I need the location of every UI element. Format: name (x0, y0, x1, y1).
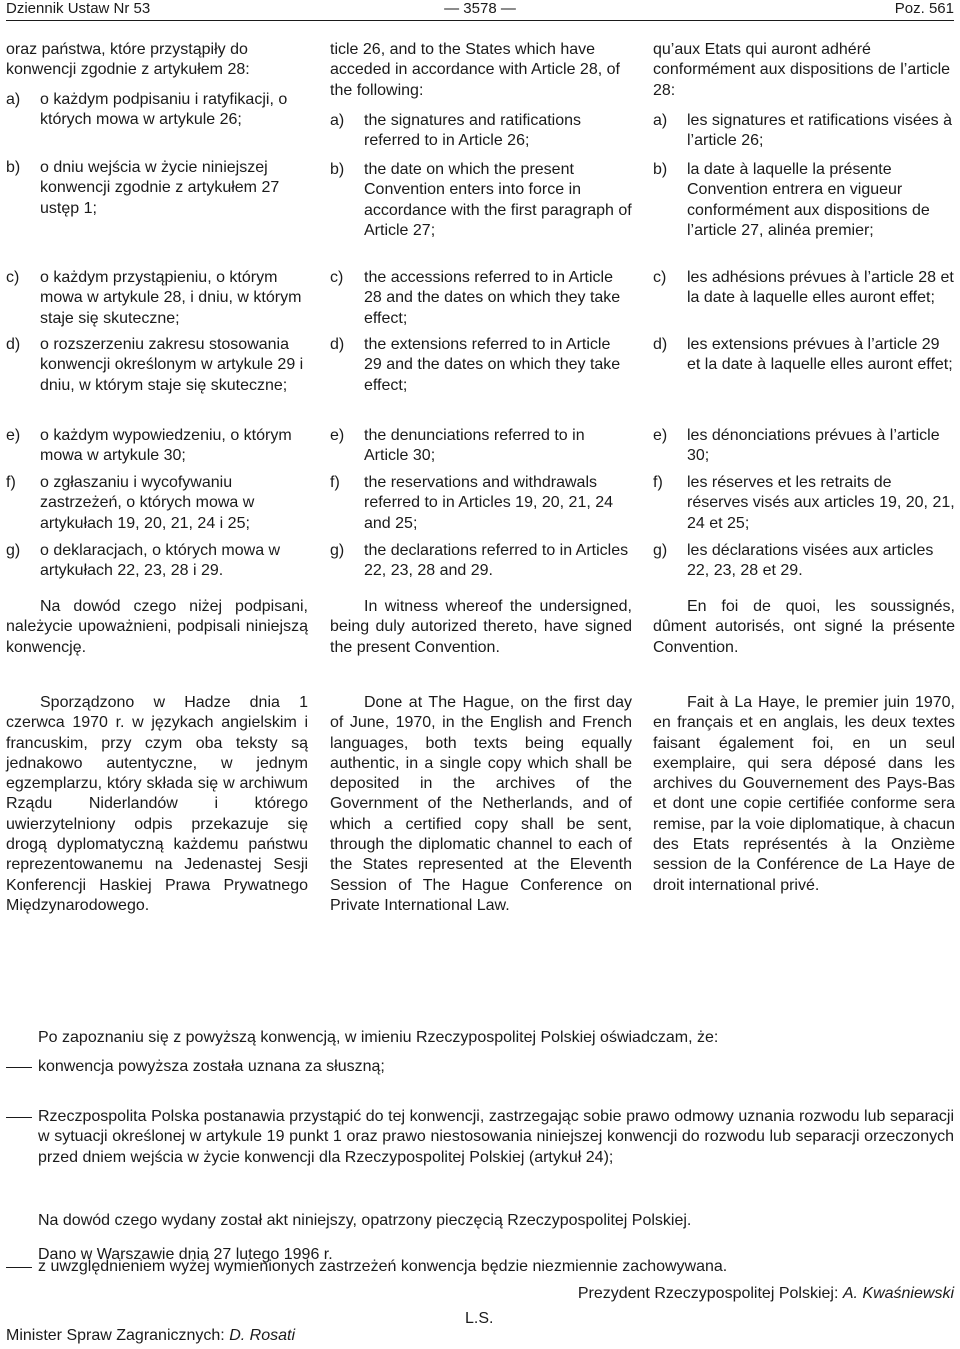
item-text: the extensions referred to in Article 29 and the dates on which they take effect; (364, 336, 621, 394)
item-label: f) (330, 474, 340, 491)
polish-item-e (6, 426, 308, 467)
polish-intro: oraz państwa, które przystąpiły do konwencji zgodnie z artykułem 28: (6, 41, 250, 79)
french-witness: En foi de quoi, les soussignés, dûment autorisés, ont signé la présente Convention. (653, 598, 955, 656)
page-number: — 3578 — (444, 0, 516, 17)
item-text: les dénonciations prévues à l’article 30; (687, 427, 940, 465)
point-text: z uwzględnieniem wyżej wymienionych zastrzeżeń konwencja będzie niezmiennie zachowywana. (38, 1258, 728, 1275)
item-text: the accessions referred to in Article 28 and the dates on which they take effect; (364, 269, 621, 327)
item-text: les signatures et ratifications visées à l’article 26; (687, 112, 953, 150)
ratification-point-1 (6, 1057, 954, 1078)
president-name: A. Kwaśniewski (842, 1285, 954, 1302)
item-text: o każdym przystąpieniu, o którym mowa w artykule 28, i dniu, w którym staje się skuteczne; (40, 269, 302, 327)
item-text: les extensions prévues à l’article 29 et la date à laquelle elles auront effet; (687, 336, 953, 374)
item-text: les réserves et les retraits de réserves visés aux articles 19, 20, 21, 24 et 25; (687, 474, 955, 532)
item-text: o każdym podpisaniu i ratyfikacji, o których mowa w artykule 26; (40, 91, 288, 129)
minister-title: Minister Spraw Zagranicznych: (6, 1327, 225, 1344)
journal-title: Dziennik Ustaw Nr 53 (6, 0, 151, 17)
polish-item-d (6, 335, 308, 396)
item-label: c) (6, 269, 20, 286)
item-label: d) (330, 336, 345, 353)
minister-name: D. Rosati (229, 1327, 295, 1344)
ratification-intro: Po zapoznaniu się z powyższą konwencją, w imieniu Rzeczypospolitej Polskiej oświadczam, że: (38, 1029, 719, 1046)
item-label: c) (330, 269, 344, 286)
polish-item-f (6, 473, 308, 534)
english-item-b (330, 160, 632, 241)
polish-done: Sporządzono w Hadze dnia 1 czerwca 1970 r. w językach angielskim i francuskim, przy czym oba teksty są jednakowo autentyczne, w jednym egzemplarzu, który składa się w archiwum Rządu Niderlandów i którego uwierzytelniony odpis przekazuje się drogą dyplomatyczną każdemu państwu reprezentowanemu na Jedenastej Sesji Konferencji Haskiej Prawa Prywatnego Międzynarodowego. (6, 694, 308, 914)
item-text: o deklaracjach, o których mowa w artykułach 22, 23, 28 i 29. (40, 542, 281, 580)
french-item-e (653, 426, 955, 467)
english-item-d (330, 335, 632, 396)
minister-signature (6, 1327, 295, 1345)
english-item-c (330, 268, 632, 329)
french-item-a (653, 111, 955, 152)
french-item-d (653, 335, 955, 376)
president-title: Prezydent Rzeczypospolitej Polskiej: (577, 1285, 839, 1302)
item-label: b) (6, 159, 21, 176)
polish-item-b (6, 158, 308, 219)
item-label: a) (330, 112, 345, 129)
item-text: les adhésions prévues à l’article 28 et la date à laquelle elles auront effet; (687, 269, 954, 307)
item-label: g) (330, 542, 345, 559)
item-label: b) (653, 161, 668, 178)
ratification-point-2 (6, 1107, 954, 1169)
seal-mark: L.S. (465, 1310, 494, 1327)
item-label: g) (6, 542, 21, 559)
item-text: the declarations referred to in Articles 22, 23, 28 and 29. (364, 542, 629, 580)
english-item-e (330, 426, 632, 467)
english-done: Done at The Hague, on the first day of June, 1970, in the English and French languages, both texts being equally authentic, in a single copy which shall be deposited in the archives of the Government of the Netherlands, and of which a certified copy shall be sent, through the diplomatic channel to each of the States represented at the Eleventh Session of The Hague Conference on Private International Law. (330, 694, 632, 914)
page-header (6, 0, 954, 18)
item-text: the denunciations referred to in Article 30; (364, 427, 585, 465)
english-item-f (330, 473, 632, 534)
item-text: the date on which the present Convention enters into force in accordance with the first paragraph of Article 27; (364, 161, 632, 239)
item-label: c) (653, 269, 667, 286)
english-witness: In witness whereof the undersigned, being duly autorized thereto, have signed the present Convention. (330, 598, 632, 656)
item-label: d) (653, 336, 668, 353)
item-text: the reservations and withdrawals referred to in Articles 19, 20, 21, 24 and 25; (364, 474, 614, 532)
item-label: g) (653, 542, 668, 559)
header-divider (6, 20, 954, 21)
item-label: e) (330, 427, 345, 444)
item-text: la date à laquelle la présente Convention entrera en vigueur conformément aux dispositions de l’article 27, alinéa premier; (687, 161, 930, 239)
french-item-g (653, 541, 955, 582)
item-text: o rozszerzeniu zakresu stosowania konwencji określonym w artykule 29 i dniu, w którym staje się skuteczne; (40, 336, 304, 394)
item-label: a) (6, 91, 21, 108)
polish-witness: Na dowód czego niżej podpisani, należycie upoważnieni, podpisali niniejszą konwencję. (6, 598, 308, 656)
polish-item-a (6, 90, 308, 131)
item-text: les déclarations visées aux articles 22, 23, 28 et 29. (687, 542, 934, 580)
position-number: Poz. 561 (894, 0, 954, 17)
item-text: o każdym wypowiedzeniu, o którym mowa w artykule 30; (40, 427, 292, 465)
point-text: konwencja powyższa została uznana za słuszną; (38, 1058, 385, 1075)
french-done: Fait à La Haye, le premier juin 1970, en français et en anglais, les deux textes faisant également foi, en un seul exemplaire, qui sera déposé dans les archives du Gouvernement des Pays-Bas et dont une copie certifiée conforme sera remise, par la voie diplomatique, à chacun des Etats représentés à la Onzième session de la Conférence de La Haye de droit international privé. (653, 694, 955, 894)
english-item-a (330, 111, 632, 152)
french-item-c (653, 268, 955, 309)
polish-item-c (6, 268, 308, 329)
item-label: f) (653, 474, 663, 491)
item-label: d) (6, 336, 21, 353)
seal-statement: Na dowód czego wydany został akt niniejszy, opatrzony pieczęcią Rzeczypospolitej Polskiej. (38, 1212, 692, 1229)
english-intro: ticle 26, and to the States which have acceded in accordance with Article 28, of the following: (330, 41, 620, 99)
ratification-section (6, 1028, 954, 1275)
item-label: b) (330, 161, 345, 178)
item-label: e) (6, 427, 21, 444)
french-intro: qu’aux Etats qui auront adhéré conformément aux dispositions de l’article 28: (653, 41, 951, 99)
polish-item-g (6, 541, 308, 582)
item-label: a) (653, 112, 668, 129)
item-label: e) (653, 427, 668, 444)
president-signature (578, 1285, 954, 1303)
date-statement: Dano w Warszawie dnia 27 lutego 1996 r. (38, 1246, 333, 1263)
item-text: o zgłaszaniu i wycofywaniu zastrzeżeń, o których mowa w artykułach 19, 20, 21, 24 i 25; (40, 474, 255, 532)
french-item-f (653, 473, 955, 534)
point-text: Rzeczpospolita Polska postanawia przystąpić do tej konwencji, zastrzegając sobie prawo odmowy uznania rozwodu lub separacji w sytuacji określonej w artykule 19 punkt 1 oraz prawo niestosowania niniejszej konwencji do rozwodu lub separacji orzeczonych przed dniem wejścia w życie konwencji dla Rzeczypospolitej Polskiej (artykuł 24); (38, 1107, 954, 1166)
english-item-g (330, 541, 632, 582)
french-item-b (653, 160, 955, 241)
item-text: o dniu wejścia w życie niniejszej konwencji zgodnie z artykułem 27 ustęp 1; (40, 159, 280, 217)
item-text: the signatures and ratifications referred to in Article 26; (364, 112, 582, 150)
item-label: f) (6, 474, 16, 491)
